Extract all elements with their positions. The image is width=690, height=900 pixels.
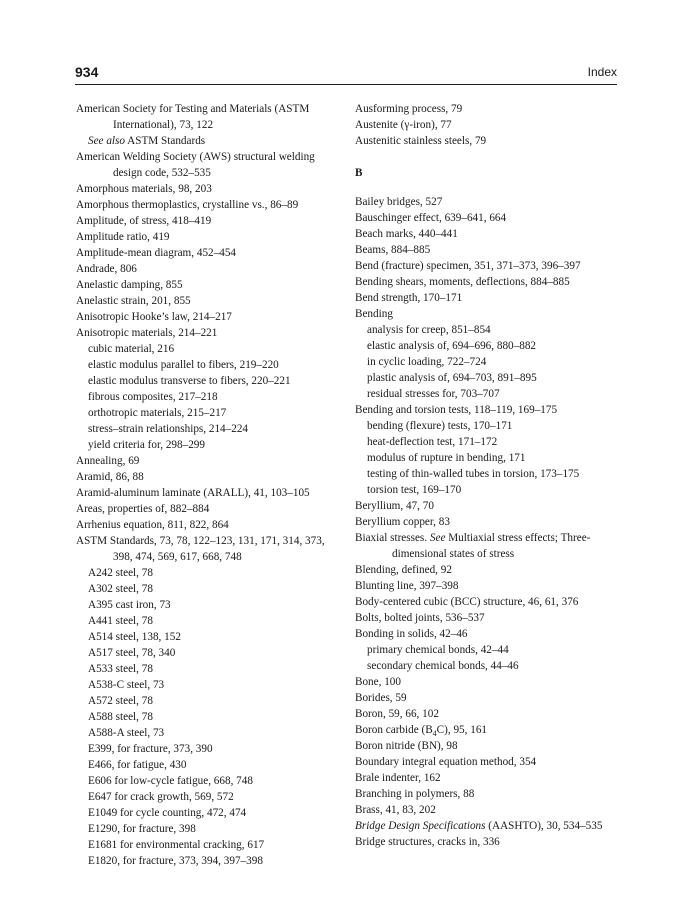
- entry-text: torsion test, 169–170: [367, 484, 462, 496]
- entry-text: Amorphous thermoplastics, crystalline vs., 86–89: [76, 199, 299, 211]
- index-subentry: [76, 581, 344, 597]
- index-subentry: [76, 789, 344, 805]
- index-entry: [76, 485, 344, 501]
- index-entry: [355, 690, 620, 706]
- index-subentry: [355, 338, 620, 354]
- entry-text: elastic modulus transverse to fibers, 220–221: [88, 375, 291, 387]
- entry-text: E466, for fatigue, 430: [88, 759, 187, 771]
- entry-text: Beryllium, 47, 70: [355, 500, 434, 512]
- index-entry: [355, 722, 620, 738]
- index-subentry: [76, 389, 344, 405]
- entry-text: Amplitude ratio, 419: [76, 231, 170, 243]
- index-entry: [355, 674, 620, 690]
- index-entry: [355, 818, 620, 834]
- index-subentry: [355, 354, 620, 370]
- index-column-left: [76, 101, 344, 869]
- entry-text: primary chemical bonds, 42–44: [367, 644, 509, 656]
- index-entry: [76, 325, 344, 341]
- index-entry: [76, 293, 344, 309]
- entry-text: A395 cast iron, 73: [88, 599, 171, 611]
- entry-text: Anelastic damping, 855: [76, 279, 183, 291]
- entry-text: Biaxial stresses.: [355, 532, 428, 544]
- entry-text: secondary chemical bonds, 44–46: [367, 660, 519, 672]
- index-subentry: [355, 322, 620, 338]
- index-subentry: [355, 434, 620, 450]
- entry-text: Body-centered cubic (BCC) structure, 46, 61, 376: [355, 596, 579, 608]
- index-subentry: [76, 629, 344, 645]
- entry-text: Annealing, 69: [76, 455, 140, 467]
- index-entry: [355, 802, 620, 818]
- index-subentry: [76, 709, 344, 725]
- entry-text: Austenite (γ-iron), 77: [355, 119, 452, 131]
- index-entry: [355, 242, 620, 258]
- index-entry: [355, 226, 620, 242]
- entry-text: orthotropic materials, 215–217: [88, 407, 227, 419]
- index-entry: [355, 514, 620, 530]
- index-entry: [355, 402, 620, 418]
- index-entry: [355, 210, 620, 226]
- entry-text: Ausforming process, 79: [355, 103, 463, 115]
- entry-text: Bauschinger effect, 639–641, 664: [355, 212, 507, 224]
- entry-text: Blunting line, 397–398: [355, 580, 459, 592]
- entry-text: Bonding in solids, 42–46: [355, 628, 468, 640]
- entry-text: Beams, 884–885: [355, 244, 431, 256]
- entry-text: Boron nitride (BN), 98: [355, 740, 458, 752]
- entry-text: Brass, 41, 83, 202: [355, 804, 436, 816]
- index-entry: [355, 306, 620, 322]
- entry-text: Andrade, 806: [76, 263, 137, 275]
- entry-text: fibrous composites, 217–218: [88, 391, 218, 403]
- entry-text: Beryllium copper, 83: [355, 516, 450, 528]
- entry-text: A572 steel, 78: [88, 695, 153, 707]
- index-entry: [76, 213, 344, 229]
- entry-text: Boron carbide (B: [355, 724, 433, 736]
- index-subentry: [76, 677, 344, 693]
- index-entry: [76, 277, 344, 293]
- index-column-right: [355, 101, 620, 850]
- entry-text: Anisotropic Hooke’s law, 214–217: [76, 311, 232, 323]
- entry-text: American Welding Society (AWS) structural welding design code, 532–535: [76, 151, 315, 179]
- entry-text: E606 for low-cycle fatigue, 668, 748: [88, 775, 253, 787]
- index-subentry: [76, 421, 344, 437]
- entry-text: Aramid, 86, 88: [76, 471, 144, 483]
- entry-text: Areas, properties of, 882–884: [76, 503, 210, 515]
- index-entry: [76, 533, 344, 565]
- entry-text: Bend strength, 170–171: [355, 292, 463, 304]
- index-subentry: [76, 613, 344, 629]
- index-entry: [76, 181, 344, 197]
- entry-text: Bending shears, moments, deflections, 884–885: [355, 276, 570, 288]
- entry-text: Brale indenter, 162: [355, 772, 441, 784]
- entry-rest-text: C), 95, 161: [436, 724, 488, 736]
- entry-text: A588-A steel, 73: [88, 727, 165, 739]
- entry-text: A242 steel, 78: [88, 567, 153, 579]
- index-entry: [355, 578, 620, 594]
- index-subentry: [76, 725, 344, 741]
- index-subentry: [76, 693, 344, 709]
- entry-subscript: 4: [432, 729, 437, 739]
- index-subentry: [355, 370, 620, 386]
- index-letter-heading: [355, 165, 620, 181]
- index-entry: [355, 290, 620, 306]
- page-number: 934: [75, 64, 99, 80]
- index-subentry: [76, 373, 344, 389]
- index-entry: [355, 194, 620, 210]
- entry-text: E1820, for fracture, 373, 394, 397–398: [88, 855, 263, 867]
- entry-text: Amplitude-mean diagram, 452–454: [76, 247, 237, 259]
- entry-text: Boron, 59, 66, 102: [355, 708, 439, 720]
- index-subentry: [355, 658, 620, 674]
- entry-text: analysis for creep, 851–854: [367, 324, 491, 336]
- index-entry: [76, 149, 344, 181]
- entry-text: Bone, 100: [355, 676, 401, 688]
- entry-text: Amorphous materials, 98, 203: [76, 183, 212, 195]
- index-subentry: [355, 466, 620, 482]
- index-subentry: [76, 741, 344, 757]
- entry-text: Anelastic strain, 201, 855: [76, 295, 191, 307]
- entry-text: stress–strain relationships, 214–224: [88, 423, 249, 435]
- index-subentry: [76, 661, 344, 677]
- entry-text: heat-deflection test, 171–172: [367, 436, 498, 448]
- entry-text: E647 for crack growth, 569, 572: [88, 791, 234, 803]
- index-entry: [76, 501, 344, 517]
- index-entry: [76, 309, 344, 325]
- index-entry: [76, 517, 344, 533]
- entry-text: elastic analysis of, 694–696, 880–882: [367, 340, 537, 352]
- entry-text: Bending: [355, 308, 393, 320]
- entry-text: Boundary integral equation method, 354: [355, 756, 537, 768]
- entry-text: elastic modulus parallel to fibers, 219–220: [88, 359, 279, 371]
- index-subentry: [76, 837, 344, 853]
- entry-text: E1290, for fracture, 398: [88, 823, 196, 835]
- entry-text: Bolts, bolted joints, 536–537: [355, 612, 485, 624]
- index-entry: [355, 258, 620, 274]
- page-header: [75, 64, 617, 84]
- index-entry: [76, 229, 344, 245]
- entry-text: Anisotropic materials, 214–221: [76, 327, 218, 339]
- entry-text: American Society for Testing and Materials (ASTM International), 73, 122: [76, 103, 310, 131]
- entry-text: Bending and torsion tests, 118–119, 169–175: [355, 404, 558, 416]
- entry-italic-text: Bridge Design Specifications: [355, 820, 486, 832]
- entry-rest-text: ASTM Standards: [124, 135, 206, 147]
- entry-text: A302 steel, 78: [88, 583, 153, 595]
- index-subentry: [76, 597, 344, 613]
- index-subentry: [355, 386, 620, 402]
- index-entry: [355, 610, 620, 626]
- index-subentry: [355, 482, 620, 498]
- index-subentry: [76, 645, 344, 661]
- entry-text: Bridge structures, cracks in, 336: [355, 836, 500, 848]
- index-entry: [76, 245, 344, 261]
- header-rule: [75, 84, 617, 85]
- index-entry: [355, 133, 620, 149]
- entry-text: E399, for fracture, 373, 390: [88, 743, 213, 755]
- entry-text: A533 steel, 78: [88, 663, 153, 675]
- index-entry: [355, 786, 620, 802]
- index-entry: [355, 754, 620, 770]
- entry-italic-text: See also: [88, 135, 125, 147]
- index-entry: [76, 469, 344, 485]
- entry-text: Arrhenius equation, 811, 822, 864: [76, 519, 229, 531]
- entry-text: Austenitic stainless steels, 79: [355, 135, 487, 147]
- entry-text: A588 steel, 78: [88, 711, 153, 723]
- entry-text: Blending, defined, 92: [355, 564, 452, 576]
- entry-text: Beach marks, 440–441: [355, 228, 458, 240]
- index-entry: [355, 274, 620, 290]
- entry-text: Bend (fracture) specimen, 351, 371–373, 396–397: [355, 260, 581, 272]
- entry-text: Borides, 59: [355, 692, 407, 704]
- entry-text: Aramid-aluminum laminate (ARALL), 41, 103–105: [76, 487, 310, 499]
- entry-text: E1049 for cycle counting, 472, 474: [88, 807, 247, 819]
- entry-text: Amplitude, of stress, 418–419: [76, 215, 212, 227]
- index-entry: [355, 834, 620, 850]
- index-entry: [76, 101, 344, 133]
- entry-rest-text: Multiaxial stress effects; Three-dimensional states of stress: [392, 532, 591, 560]
- entry-text: A441 steel, 78: [88, 615, 153, 627]
- entry-text: Bailey bridges, 527: [355, 196, 443, 208]
- index-entry: [355, 626, 620, 642]
- entry-text: in cyclic loading, 722–724: [367, 356, 487, 368]
- entry-italic-text: See: [429, 532, 446, 544]
- entry-text: A538-C steel, 73: [88, 679, 165, 691]
- index-subentry: [76, 773, 344, 789]
- index-subentry: [76, 133, 344, 149]
- index-subentry: [76, 805, 344, 821]
- entry-rest-text: (AASHTO), 30, 534–535: [485, 820, 603, 832]
- index-subentry: [76, 341, 344, 357]
- index-subentry: [76, 405, 344, 421]
- index-entry: [355, 738, 620, 754]
- entry-text: B: [355, 167, 363, 179]
- entry-text: ASTM Standards, 73, 78, 122–123, 131, 171, 314, 373, 398, 474, 569, 617, 668, 748: [76, 535, 325, 563]
- entry-text: bending (flexure) tests, 170–171: [367, 420, 513, 432]
- index-entry: [355, 594, 620, 610]
- entry-text: A517 steel, 78, 340: [88, 647, 176, 659]
- index-entry: [76, 453, 344, 469]
- index-entry: [355, 706, 620, 722]
- entry-text: testing of thin-walled tubes in torsion, 173–175: [367, 468, 580, 480]
- index-subentry: [76, 565, 344, 581]
- index-entry: [355, 562, 620, 578]
- entry-text: A514 steel, 138, 152: [88, 631, 181, 643]
- index-entry: [355, 530, 620, 562]
- index-subentry: [76, 357, 344, 373]
- index-entry: [355, 498, 620, 514]
- index-entry: [355, 101, 620, 117]
- index-subentry: [355, 450, 620, 466]
- index-entry: [76, 197, 344, 213]
- index-subentry: [76, 437, 344, 453]
- index-subentry: [355, 418, 620, 434]
- entry-text: plastic analysis of, 694–703, 891–895: [367, 372, 537, 384]
- entry-text: cubic material, 216: [88, 343, 175, 355]
- entry-text: modulus of rupture in bending, 171: [367, 452, 526, 464]
- entry-text: E1681 for environmental cracking, 617: [88, 839, 265, 851]
- running-head: Index: [587, 65, 617, 79]
- index-subentry: [355, 642, 620, 658]
- index-subentry: [76, 757, 344, 773]
- index-entry: [355, 117, 620, 133]
- index-entry: [355, 770, 620, 786]
- index-subentry: [76, 821, 344, 837]
- entry-text: residual stresses for, 703–707: [367, 388, 500, 400]
- entry-text: yield criteria for, 298–299: [88, 439, 205, 451]
- index-entry: [76, 261, 344, 277]
- index-subentry: [76, 853, 344, 869]
- entry-text: Branching in polymers, 88: [355, 788, 475, 800]
